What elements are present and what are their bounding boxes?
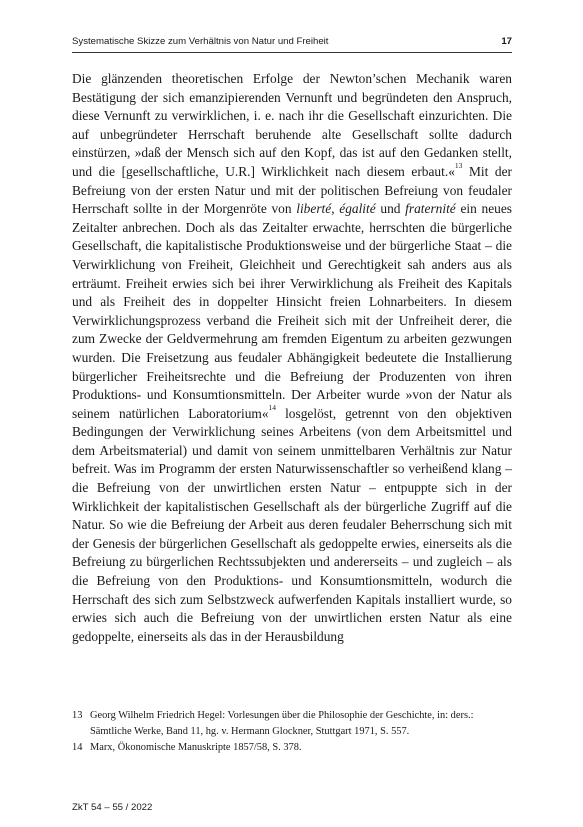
footnote-number: 13: [72, 710, 83, 721]
footnote-ref-14[interactable]: 14: [268, 402, 277, 412]
footnotes: [72, 708, 512, 756]
separator: ,: [331, 201, 340, 217]
separator: und: [375, 201, 406, 217]
footnote-text: Georg Wilhelm Friedrich Hegel: Vorlesungen über die Philosophie der Geschichte, in: ders.: Sämtliche Werke, Band 11, hg. v. Hermann Glockner, Stuttgart 1971, S. 557.: [90, 710, 474, 737]
header-rule: [72, 52, 512, 53]
body-text-segment: Die glänzenden theoretischen Erfolge der Newton’schen Mechanik waren Bestätigung der sich emanzipierenden Vernunft und begründeten den Anspruch, diese Vernunft zu verwirklichen, i. e. nach ihr die Gesellschaft einzurichten. Die auf unbegründeter Herrschaft beruhende alte Gesellschaft sollte dadurch einstürzen, »daß der Mensch sich auf den Kopf, das ist auf den Gedanken stellt, und die [gesellschaftliche, U.R.] Wirklichkeit nach diesem erbaut.«: [72, 71, 512, 179]
page-number: 17: [501, 36, 512, 47]
body-text-segment: Mit der Befreiung von der ersten Natur und mit der politischen Befreiung von feudaler Herrschaft sollte in der Morgenröte von: [72, 163, 512, 217]
body-paragraph: [72, 70, 512, 646]
page-footer: ZkT 54 – 55 / 2022: [72, 802, 153, 813]
footnote-item: [72, 740, 512, 756]
italic-term-fraternite: fraternité: [405, 201, 456, 217]
running-title: Systematische Skizze zum Verhältnis von Natur und Freiheit: [72, 36, 329, 47]
italic-term-egalite: égalité: [339, 201, 376, 217]
footnote-item: [72, 708, 512, 740]
page-header: [72, 30, 512, 50]
footnote-text: Marx, Ökonomische Manuskripte 1857/58, S. 378.: [90, 742, 302, 753]
body-text-segment: losgelöst, getrennt von den objektiven Bedingungen der Verwirklichung seines Arbeitens (von dem Arbeitsmittel und dem Arbeitsmaterial) und damit von seinem unmittelbaren Verhältnis zur Natur befreit. Was im Programm der ersten Naturwissenschaftler so verheißend klang – die Befreiung von der unwirtlichen ersten Natur – entpuppte sich in der Wirklichkeit der kapitalistischen Gesellschaft als der bürgerliche Zugriff auf die Natur. So wie die Befreiung der Arbeit aus deren feudaler Beherrschung sich mit der Genesis der bürgerlichen Gesellschaft als gedoppelte erwies, einerseits als die Befreiung zu bürgerlichen Rechtssubjekten und andererseits – und zugleich – als die Befreiung von den Produktions- und Konsumtionsmitteln, wodurch die Herrschaft des sich zum Selbstzweck aufwerfenden Kapitals installiert wurde, so erwies sich auch die Befreiung von der unwirtlichen ersten Natur als eine gedoppelte, einerseits als das in der Herausbildung: [72, 405, 512, 644]
footnote-ref-13[interactable]: 13: [454, 160, 463, 170]
footnote-number: 14: [72, 742, 83, 753]
italic-term-liberte: liberté: [296, 201, 332, 217]
body-text-segment: ein neues Zeitalter anbrechen. Doch als das Zeitalter erwachte, herrschten die bürgerliche Gesellschaft, die kapitalistische Produktionsweise und der bürgerliche Staat – die Verwirklichung von Freiheit, Gleichheit und Gerechtigkeit sah anders aus als erträumt. Freiheit erwies sich bei ihrer Verwirklichung als Freiheit des Kapitals und als Freiheit des in doppelter Hinsicht freien Lohnarbeiters. In diesem Verwirklichungsprozess verband die Freiheit sich mit der Unfreiheit derer, die zum Zwecke der Geldvermehrung am fremden Eigentum zu arbeiten gezwungen wurden. Die Freisetzung aus feudaler Abhängigkeit bedeutete die Installierung bürgerlicher Freiheitsrechte und die Befreiung der Produzenten von ihren Produktions- und Konsumtionsmitteln. Der Arbeiter wurde »von der Natur als seinem natürlichen Laboratorium«: [72, 201, 512, 421]
